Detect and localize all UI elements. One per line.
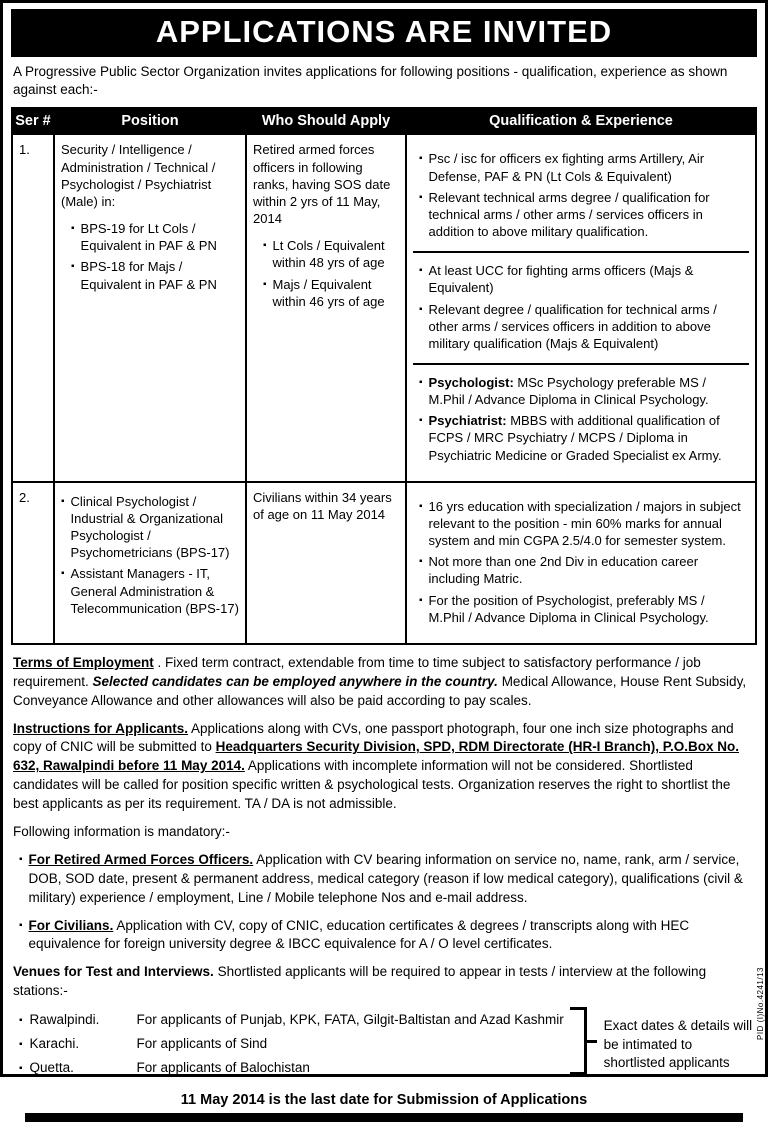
list-item	[61, 493, 239, 562]
bullet-icon: ▪	[419, 153, 423, 165]
qualification-bullet-lead: Psychologist:	[428, 375, 514, 390]
venues-paragraph	[13, 963, 755, 1001]
instructions-lead: Instructions for Applicants.	[13, 720, 189, 736]
list-item	[419, 592, 743, 626]
civilians-item	[19, 917, 755, 955]
qualification-bullet: For the position of Psychologist, preferably MS / M.Phil / Advance Diploma in Clinical Psychology.	[428, 592, 709, 625]
terms-text-2: Medical Allowance, House Rent Subsidy, Conveyance Allowance and other allowances will also be paid according to pay scales.	[13, 673, 747, 708]
table-row	[12, 134, 756, 481]
list-item	[419, 374, 743, 408]
position-bullet: Clinical Psychologist / Industrial & Organizational Psychologist / Psychometricians (BPS-17)	[70, 493, 230, 561]
qualification-bullet-text: MBBS with additional qualification of FCPS / MRC Psychiatry / MCPS / Diploma in Psychiatric Medicine or Graded Specialist ex Army.	[428, 413, 722, 463]
officers-text-block	[29, 851, 755, 908]
bullet-icon: ▪	[19, 1039, 23, 1051]
bullet-icon: ▪	[419, 265, 423, 277]
qualification-bullet: Not more than one 2nd Div in education career including Matric.	[428, 554, 699, 587]
qualification-section	[413, 141, 749, 253]
civilians-text-block	[29, 917, 755, 955]
station-city: Quetta.	[29, 1060, 74, 1076]
qualification-section	[413, 365, 749, 475]
list-item	[19, 1060, 570, 1077]
list-item	[263, 237, 399, 271]
qualification-bullet: Relevant degree / qualification for technical arms / other arms / services officers in addition to above military qualification (Majs & Equivalent)	[428, 301, 717, 351]
bullet-icon: ▪	[19, 853, 23, 865]
qualification-section	[413, 489, 749, 637]
list-item	[419, 262, 743, 296]
terms-paragraph	[13, 654, 755, 711]
bullet-icon: ▪	[61, 568, 65, 580]
civilians-lead: For Civilians.	[28, 917, 114, 933]
ser-cell: 2.	[12, 482, 54, 644]
qualification-cell	[406, 134, 756, 481]
list-item	[19, 1036, 570, 1053]
qualification-bullet: Relevant technical arms degree / qualification for technical arms / other arms / services officers in addition to above military qualification.	[428, 189, 710, 240]
qualification-section	[413, 253, 749, 365]
list-item	[61, 565, 239, 616]
deadline-line: 11 May 2014 is the last date for Submission of Applications	[180, 1092, 588, 1109]
station-desc: For applicants of Punjab, KPK, FATA, Gilgit-Baltistan and Azad Kashmir	[136, 1012, 564, 1028]
qualification-cell	[406, 482, 756, 644]
list-item	[419, 189, 743, 240]
who-bullet: Lt Cols / Equivalent within 48 yrs of age	[272, 238, 385, 271]
position-intro: Security / Intelligence / Administration / Technical / Psychologist / Psychiatrist (Male) in:	[61, 142, 216, 209]
position-bullet: BPS-18 for Majs / Equivalent in PAF & PN	[80, 259, 217, 292]
bullet-icon: ▪	[71, 261, 75, 273]
bullet-icon: ▪	[419, 500, 423, 512]
station-city: Karachi.	[29, 1036, 80, 1052]
list-item	[419, 498, 743, 549]
officers-text: Application with CV bearing information on service no, name, rank, arm / service, DOB, SOD date, present & permanent address, medical category (reason if low medical category), qualifications (civil & military) experience / employment, Line / Mobile telephone Nos and e-mail address.	[28, 851, 743, 905]
qualification-bullet: At least UCC for fighting arms officers (Majs & Equivalent)	[428, 263, 694, 296]
who-cell	[246, 134, 406, 481]
mandatory-line: Following information is mandatory:-	[13, 824, 230, 839]
list-item	[419, 150, 743, 184]
intro-text: A Progressive Public Sector Organization invites applications for following positions - qualification, experience as shown against each:-	[13, 64, 728, 98]
venues-lead: Venues for Test and Interviews.	[13, 964, 214, 980]
list-item	[419, 553, 743, 587]
instructions-address: Headquarters Security Division, SPD, RDM Directorate (HR-I Branch), P.O.Box No. 632, Rawalpindi before 11 May 2014.	[13, 739, 739, 774]
bullet-icon: ▪	[419, 594, 423, 606]
list-item	[263, 276, 399, 310]
who-intro: Retired armed forces officers in following ranks, having SOS date within 2 yrs of 11 May, 2014	[253, 142, 391, 227]
bullet-icon: ▪	[19, 919, 23, 931]
stations-note: Exact dates & details will be intimated to shortlisted applicants	[603, 1018, 753, 1070]
venues-text: Shortlisted applicants will be required to appear in tests / interview at the following stations:-	[13, 964, 707, 999]
col-header-ser: Ser #	[12, 108, 54, 134]
qualification-bullet: 16 yrs education with specialization / majors in subject relevant to the position - min 60% marks for annual system and min CGPA 2.5/4.0 for semester system.	[428, 498, 741, 549]
who-bullet: Majs / Equivalent within 46 yrs of age	[272, 276, 385, 309]
bullet-icon: ▪	[19, 1015, 23, 1027]
bullet-icon: ▪	[419, 303, 423, 315]
position-bullet: Assistant Managers - IT, General Administration & Telecommunication (BPS-17)	[70, 566, 239, 616]
list-item	[19, 1012, 570, 1029]
qualification-bullet-lead: Psychiatrist:	[428, 413, 507, 429]
col-header-who: Who Should Apply	[246, 108, 406, 134]
position-cell	[54, 134, 246, 481]
terms-text-1: . Fixed term contract, extendable from time to time subject to satisfactory performance / job requirement.	[13, 654, 701, 689]
officers-lead: For Retired Armed Forces Officers.	[28, 851, 254, 867]
instructions-text-1: Applications along with CVs, one passport photograph, four one inch size photographs and copy of CNIC will be submitted to	[13, 720, 734, 755]
qualification-bullet	[429, 412, 743, 463]
list-item	[71, 220, 239, 254]
officers-item	[19, 851, 755, 908]
table-row	[12, 482, 756, 644]
bullet-icon: ▪	[71, 223, 75, 235]
terms-emphasis: Selected candidates can be employed anywhere in the country.	[92, 673, 498, 689]
bullet-icon: ▪	[61, 495, 65, 507]
bullet-icon: ▪	[19, 1063, 23, 1075]
instructions-text-2: Applications with incomplete information will not be considered. Shortlisted candidates will be called for position specific written & psychological tests. Organization reserves the right to shortlist the best applicants as per its requirement. TA / DA is not admissible.	[13, 758, 731, 812]
brace-icon	[570, 1007, 598, 1084]
station-desc: For applicants of Sind	[136, 1036, 268, 1052]
who-cell: Civilians within 34 years of age on 11 May 2014	[246, 482, 406, 644]
col-header-qualification: Qualification & Experience	[406, 108, 756, 134]
station-desc: For applicants of Balochistan	[136, 1060, 310, 1076]
stations-list	[19, 1005, 570, 1084]
col-header-position: Position	[54, 108, 246, 134]
bottom-bar	[25, 1113, 743, 1122]
terms-lead: Terms of Employment	[13, 654, 154, 670]
station-city: Rawalpindi.	[29, 1012, 100, 1028]
table-header-row	[12, 108, 756, 134]
bullet-icon: ▪	[419, 191, 423, 203]
list-item	[419, 301, 743, 352]
bullet-icon: ▪	[419, 377, 423, 388]
ser-cell: 1.	[12, 134, 54, 481]
bullet-icon: ▪	[419, 556, 423, 568]
qualification-bullet-text: MSc Psychology preferable MS / M.Phil / Advance Diploma in Clinical Psychology.	[428, 375, 709, 408]
qualification-bullet	[429, 374, 743, 408]
page-title: APPLICATIONS ARE INVITED	[11, 9, 757, 57]
bullet-icon: ▪	[263, 278, 267, 290]
position-bullet: BPS-19 for Lt Cols / Equivalent in PAF & PN	[80, 221, 217, 254]
pid-number: PID (I)No.4241/13	[756, 967, 765, 1040]
instructions-paragraph	[13, 720, 755, 814]
stations-block	[19, 1005, 755, 1084]
bullet-icon: ▪	[419, 415, 423, 427]
bullet-icon: ▪	[263, 240, 267, 252]
list-item	[419, 412, 743, 463]
list-item	[71, 258, 239, 292]
civilians-text: Application with CV, copy of CNIC, education certificates & degrees / transcripts along with HEC equivalence for foreign university degree & IBCC equivalence for A / O level certificates.	[28, 917, 690, 952]
position-cell	[54, 482, 246, 644]
qualification-bullet: Psc / isc for officers ex fighting arms Artillery, Air Defense, PAF & PN (Lt Cols & Equivalent)	[428, 151, 705, 184]
positions-table	[11, 107, 757, 644]
